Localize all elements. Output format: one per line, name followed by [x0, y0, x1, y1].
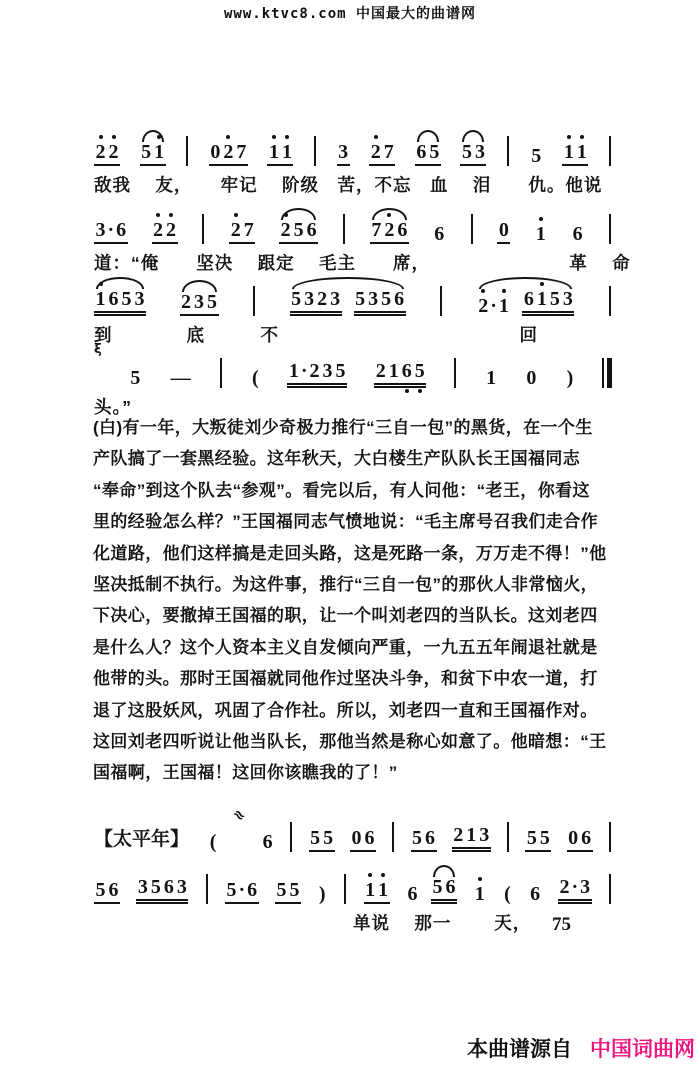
music-line	[94, 796, 612, 852]
note-cluster	[406, 877, 457, 904]
note-char: 5	[429, 141, 440, 163]
note-char: )	[318, 883, 326, 905]
music-note-group	[337, 142, 350, 166]
spoken-text-line: 国福啊，王国福！这回你该瞧我的了！”	[93, 763, 398, 783]
spoken-text-line: 这回刘老四听说让他当队长，那他当然是称心如意了。他暗想：“王	[93, 732, 607, 752]
music-note-group	[136, 877, 188, 904]
music-note-group	[406, 884, 419, 904]
barline	[206, 874, 208, 904]
note-char: ·	[238, 879, 246, 901]
note-char: 6	[401, 360, 412, 382]
note-char: 5	[355, 288, 366, 310]
note-char: 1	[474, 883, 485, 905]
music-note-group	[431, 877, 457, 904]
music-note-group	[369, 142, 395, 166]
note-char: 1	[563, 141, 574, 163]
lyrics-line: 单说 那一 天，	[94, 913, 532, 933]
music-note-group	[180, 292, 219, 316]
note-char: (	[504, 883, 511, 905]
note-char: 0	[526, 367, 537, 389]
spoken-text-line: 化道路，他们这样搞是走回头路，这是死路一条，万万走不得！”他	[93, 543, 607, 563]
note-char: 5	[293, 219, 304, 241]
barline	[609, 136, 611, 166]
top-watermark: www.ktvc8.com 中国最大的曲谱网	[223, 6, 476, 22]
note-char: 5	[276, 879, 287, 901]
note-char: 7	[236, 141, 247, 163]
music-line	[94, 332, 612, 419]
note-char: 6	[108, 288, 119, 310]
note-char: 2	[280, 219, 291, 241]
note-char: 5	[95, 879, 106, 901]
note-char: 1	[378, 879, 389, 901]
note-char: 1	[365, 879, 376, 901]
note-char: 5	[412, 827, 423, 849]
note-char: 6	[116, 219, 127, 241]
lyrics-line: 敌我 友， 牢记 阶级 苦，不忘 血 泪 仇。他说	[94, 175, 603, 195]
music-note-group	[530, 146, 543, 166]
note-char: 5	[141, 141, 152, 163]
music-note-group	[370, 220, 409, 244]
note-char: 3	[580, 876, 591, 898]
spoken-text-line: 产队搞了一套黑经验。这年秋天，大白楼生产队队长王国福同志	[93, 449, 581, 469]
note-char: 1	[281, 141, 292, 163]
note-char: 6	[397, 219, 408, 241]
note-char: 2	[370, 141, 381, 163]
note-char: 1	[288, 360, 299, 382]
music-note-group	[140, 142, 166, 166]
music-note-group	[565, 368, 575, 388]
note-char: 3	[479, 824, 490, 846]
note-char: 0	[210, 141, 221, 163]
music-note-group	[558, 877, 592, 904]
music-note-group	[94, 880, 120, 904]
note-char: 6	[581, 827, 592, 849]
slide-ornament-icon: ≈	[228, 804, 251, 826]
note-char: 5	[461, 141, 472, 163]
spoken-text-line: 下决心，要撤掉王国福的职，让一个叫刘老四的当队长。这刘老四	[93, 606, 598, 626]
final-barline	[602, 358, 612, 388]
note-char: 2	[223, 141, 234, 163]
music-note-group	[290, 289, 342, 316]
note-char: 3	[176, 876, 187, 898]
note-char: ·	[107, 219, 115, 241]
note-char: 3	[137, 876, 148, 898]
note-char: 2	[230, 219, 241, 241]
note-char: 6	[425, 827, 436, 849]
music-line	[94, 110, 612, 197]
music-line	[94, 848, 612, 935]
note-char: 6	[530, 883, 541, 905]
note-char: ·	[571, 876, 579, 898]
note-char: 2	[108, 141, 119, 163]
music-note-group	[497, 220, 510, 244]
note-char: 7	[371, 219, 382, 241]
music-note-group	[94, 289, 146, 316]
note-char: 5	[414, 360, 425, 382]
note-char: 5	[150, 876, 161, 898]
note-char: 3	[562, 288, 573, 310]
music-note-group	[571, 224, 584, 244]
tune-name-label: 【太平年】	[94, 829, 190, 850]
spoken-text-line: (白)有一年，大叛徒刘少奇极力推行“三自一包”的黑货，在一个生	[93, 418, 593, 437]
note-char: 6	[434, 223, 445, 245]
music-note-group	[477, 296, 511, 316]
note-char: 2	[181, 291, 192, 313]
note-char: 3	[95, 219, 106, 241]
note-char: 3	[330, 288, 341, 310]
music-note-group	[522, 289, 574, 316]
note-cluster	[477, 289, 575, 316]
note-char: 6	[523, 288, 534, 310]
barline	[454, 358, 456, 388]
barline	[186, 136, 188, 166]
barline	[202, 214, 204, 244]
music-note-group	[279, 220, 318, 244]
note-char: 2	[166, 219, 177, 241]
note-char: 5	[531, 145, 542, 167]
note-char: 1	[486, 367, 497, 389]
spoken-text-line: 他带的头。那时王国福就同他作过坚决斗争，和贫下中农一道，打	[93, 669, 598, 689]
spoken-text-line: 退了这股妖风，巩固了合作社。所以，刘老四一直和王国福作对。	[93, 700, 598, 720]
music-note-group	[562, 142, 588, 166]
note-char: 1	[154, 141, 165, 163]
notes-row	[94, 332, 612, 388]
note-char: 1	[268, 141, 279, 163]
note-char: 0	[568, 827, 579, 849]
note-char: 2	[309, 360, 320, 382]
note-char: 5	[539, 827, 550, 849]
note-char: 6	[306, 219, 317, 241]
note-char: 5	[381, 288, 392, 310]
note-char: 6	[394, 288, 405, 310]
music-note-group	[287, 361, 347, 388]
note-char: 5	[130, 367, 141, 389]
spoken-text-line: 坚决抵制不执行。为这件事，推行“三自一包”的那伙人非常恼火，	[93, 575, 598, 595]
music-note-group	[225, 880, 259, 904]
note-char: 6	[572, 223, 583, 245]
barline	[344, 874, 346, 904]
music-note-group	[354, 289, 406, 316]
notes-row	[94, 110, 612, 166]
music-note-group	[525, 368, 538, 388]
notes-row	[94, 260, 612, 316]
music-note-group	[169, 368, 192, 388]
note-char: 0	[351, 827, 362, 849]
note-char: 2	[95, 141, 106, 163]
note-char: 3	[304, 288, 315, 310]
music-note-group	[460, 142, 486, 166]
note-char: 6	[108, 879, 119, 901]
music-note-group	[473, 884, 486, 904]
barline	[253, 286, 255, 316]
note-char: 5	[207, 291, 218, 313]
spoken-text-line: 是什么人？这个人资本主义自发倾向严重，一九五五年闹退社就是	[93, 637, 598, 657]
note-char: 5	[549, 288, 560, 310]
music-note-group	[415, 142, 441, 166]
music-note-group	[317, 884, 327, 904]
note-char: 1	[388, 360, 399, 382]
note-char: 3	[194, 291, 205, 313]
barline	[440, 286, 442, 316]
note-char: 3	[368, 288, 379, 310]
music-note-group	[251, 368, 261, 388]
note-char: 5	[291, 288, 302, 310]
note-char: )	[566, 367, 574, 389]
note-char: 3	[322, 360, 333, 382]
spoken-text-line: “奉命”到这个队去“参观”。看完以后，有人问他：“老王，你看这	[93, 480, 590, 500]
note-char: 2	[384, 219, 395, 241]
notes-row	[94, 796, 612, 852]
barline	[220, 358, 222, 388]
note-char: 6	[407, 883, 418, 905]
note-char: 7	[383, 141, 394, 163]
spoken-text-line: 里的经验怎么样？”王国福同志气愤地说：“毛主席号召我们走合作	[93, 512, 598, 532]
bottom-watermark-brand: 中国词曲网	[590, 1038, 695, 1061]
note-char: 5	[432, 876, 443, 898]
grace-ornament-icon: ξ	[94, 342, 102, 357]
note-char: 6	[364, 827, 375, 849]
lyrics-line: 到 底 不 回	[94, 325, 538, 345]
note-char: 1	[536, 288, 547, 310]
music-note-group	[534, 224, 547, 244]
note-char: 7	[243, 219, 254, 241]
music-note-group	[374, 361, 426, 388]
note-char: 3	[338, 141, 349, 163]
note-char: 6	[445, 876, 456, 898]
note-char: 1	[95, 288, 106, 310]
note-char: 2	[453, 824, 464, 846]
music-note-group	[152, 220, 178, 244]
note-char: 6	[163, 876, 174, 898]
note-char: 2	[478, 295, 489, 317]
barline	[343, 214, 345, 244]
note-char: 5	[335, 360, 346, 382]
note-char: 5	[289, 879, 300, 901]
note-char: (	[252, 367, 259, 389]
note-char: 2	[317, 288, 328, 310]
note-char: 5	[121, 288, 132, 310]
note-char: 0	[498, 219, 509, 241]
note-char: 2	[153, 219, 164, 241]
barline	[609, 214, 611, 244]
bottom-watermark	[467, 1033, 695, 1063]
bottom-watermark-prefix: 本曲谱源自	[467, 1038, 572, 1061]
note-char: 1	[498, 295, 509, 317]
lyrics-line: 头。”	[94, 397, 132, 417]
spoken-text-block	[93, 412, 618, 789]
music-note-group	[209, 142, 248, 166]
note-char: 6	[416, 141, 427, 163]
note-char: (	[209, 831, 217, 853]
music-note-group	[275, 880, 301, 904]
note-char: 1	[466, 824, 477, 846]
barline	[507, 136, 509, 166]
note-char: 2	[375, 360, 386, 382]
barline	[609, 874, 611, 904]
note-cluster	[290, 289, 406, 316]
note-char: 1	[535, 223, 546, 245]
music-note-group	[229, 220, 255, 244]
note-char: 3	[474, 141, 485, 163]
music-note-group	[129, 368, 142, 388]
note-char: 5	[323, 827, 334, 849]
music-note-group	[364, 880, 390, 904]
music-note-group	[485, 368, 498, 388]
lyrics-line: 道：“俺 坚决 跟定 毛主 席， 革 命	[94, 253, 631, 273]
music-note-group	[503, 884, 513, 904]
notes-row	[94, 188, 612, 244]
note-char: ·	[300, 360, 308, 382]
music-note-group	[94, 220, 128, 244]
note-char: 6	[262, 831, 273, 853]
music-note-group	[94, 142, 120, 166]
page-number: 75	[552, 914, 571, 935]
note-char: 5	[526, 827, 537, 849]
music-note-group	[433, 224, 446, 244]
note-char: 3	[134, 288, 145, 310]
note-char: 1	[576, 141, 587, 163]
music-note-group	[267, 142, 293, 166]
barline	[471, 214, 473, 244]
note-char: 6	[247, 879, 258, 901]
note-char: ·	[490, 295, 497, 317]
note-char: 5	[310, 827, 321, 849]
note-char: 2	[559, 876, 570, 898]
music-note-group	[529, 884, 542, 904]
note-char: —	[170, 367, 191, 389]
note-char: 5	[226, 879, 237, 901]
barline	[609, 286, 611, 316]
notes-row	[94, 848, 612, 904]
barline	[314, 136, 316, 166]
